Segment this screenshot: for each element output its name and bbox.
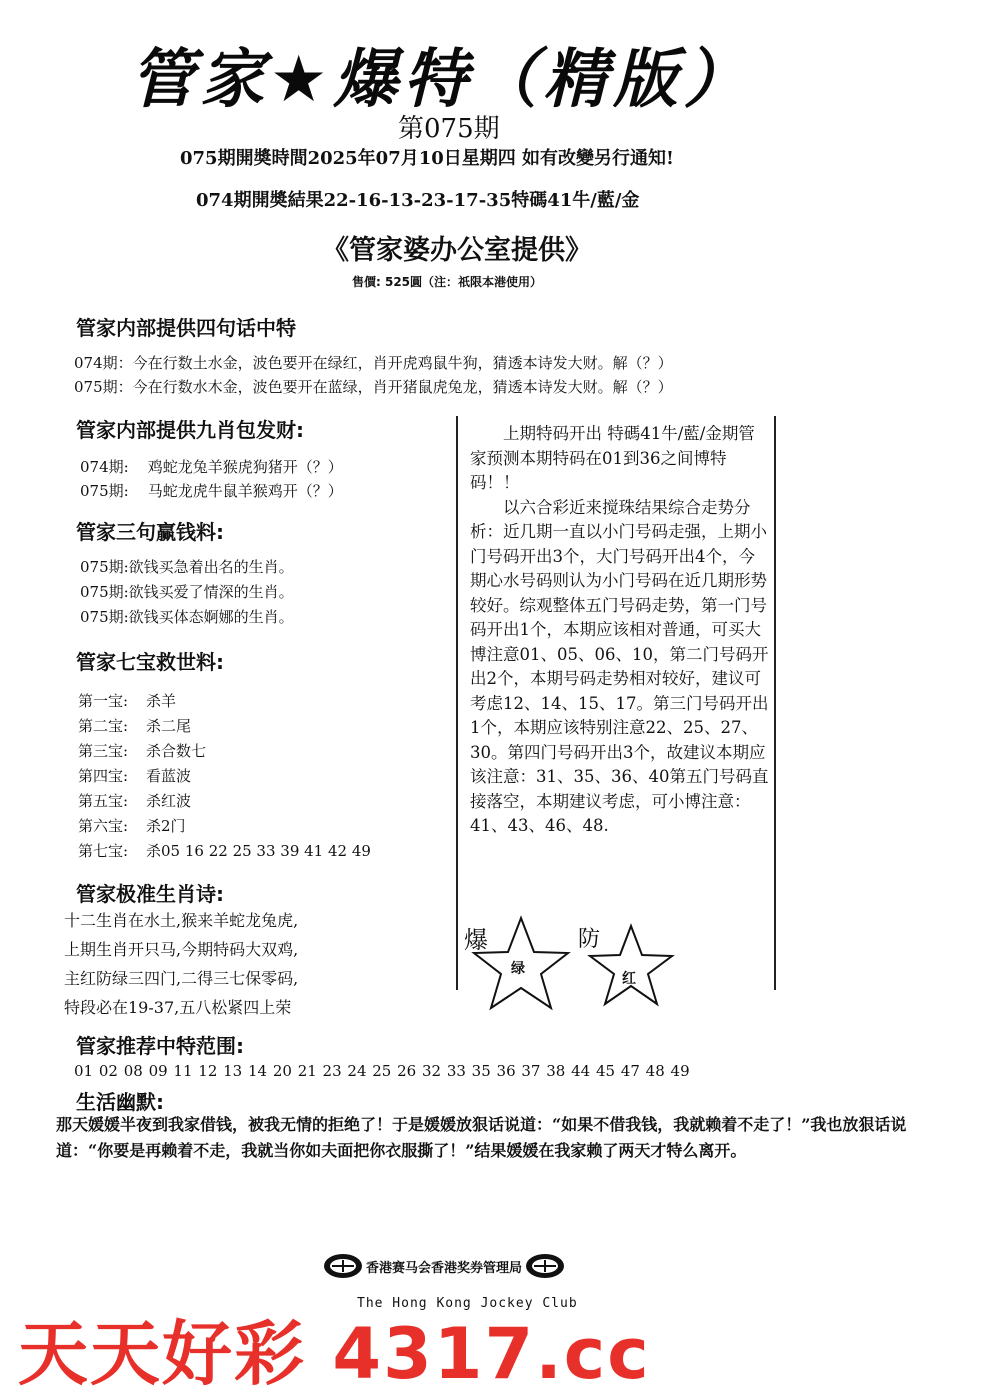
draw-time-notice: 075期開奬時間2025年07月10日星期四 如有改變另行通知! <box>180 148 674 169</box>
guard-label: 防 <box>578 927 601 952</box>
price-note: 售價: 525圓（注：祇限本港使用） <box>352 275 543 289</box>
nine-zodiac-075: 075期: 马蛇龙虎牛鼠羊猴鸡开（？） <box>80 482 343 500</box>
seven-treasures-heading: 管家七宝救世料: <box>76 650 224 674</box>
treasure-value: 杀羊 <box>146 692 177 710</box>
treasure-label: 第一宝: <box>78 692 129 710</box>
analysis-intro: 上期特码开出 特碼41牛/藍/金期管家预测本期特码在01到36之间博特码！！ <box>470 424 755 492</box>
star-hints <box>456 910 776 1020</box>
treasure-value: 看蓝波 <box>146 767 192 785</box>
hkjc-left-logo-icon <box>322 1252 364 1280</box>
treasure-label: 第七宝: <box>78 842 129 860</box>
range-heading: 管家推荐中特范围: <box>76 1034 244 1058</box>
guard-star-icon <box>590 926 672 1004</box>
nine-zodiac-074: 074期: 鸡蛇龙兔羊猴虎狗猪开（？） <box>80 458 343 476</box>
poem-line: 上期生肖开只马,今期特码大双鸡, <box>64 940 299 959</box>
treasure-label: 第六宝: <box>78 817 129 835</box>
treasure-label: 第五宝: <box>78 792 129 810</box>
poem-line: 特段必在19-37,五八松紧四上荣 <box>64 998 292 1017</box>
nine-zodiac-heading: 管家内部提供九肖包发财: <box>76 418 304 442</box>
poem-line: 十二生肖在水土,猴来羊蛇龙兔虎, <box>64 911 299 930</box>
hkjc-name-en: The Hong Kong Jockey Club <box>357 1296 578 1311</box>
treasure-label: 第三宝: <box>78 742 129 760</box>
humor-text: 那天媛媛半夜到我家借钱，被我无情的拒绝了！于是媛媛放狠话说道：“如果不借我钱，我就赖着不走了！”我也放狠话说道：“你要是再赖着不走，我就当你如夫面把你衣服撕了！”结果媛媛在我家赖了两天才特么离开。 <box>56 1115 907 1160</box>
treasure-label: 第四宝: <box>78 767 129 785</box>
main-title: 管家★爆特（精版） <box>130 43 754 117</box>
poem-heading: 管家极准生肖诗: <box>76 882 224 906</box>
site-watermark: 天天好彩 4317.cc <box>18 1313 651 1388</box>
guard-color: 红 <box>622 971 636 987</box>
treasure-value: 杀红波 <box>146 792 192 810</box>
treasure-value: 杀合数七 <box>146 742 207 760</box>
four-lines-074: 074期：今在行数土水金，波色要开在绿红，肖开虎鸡鼠牛狗，猜透本诗发大财。解（？） <box>74 354 673 372</box>
analysis-box <box>456 416 776 990</box>
hkjc-right-logo-icon <box>524 1252 566 1280</box>
treasure-value: 杀二尾 <box>146 717 192 735</box>
issue-number: 第075期 <box>398 114 500 144</box>
analysis-body: 以六合彩近来搅珠结果综合走势分析：近几期一直以小门号码走强，上期小门号码开出3个，大门号码开出4个，今期心水号码则认为小门号码在近几期形势较好。综观整体五门号码走势，第一门号码开出1个，本期应该相对普通，可买大博注意01、05、06、10，第二门号码开出2个，本期号码走势相对较好，建议可考虑12、14、15、17。第三门号码开出1个，本期应该特别注意22、25、27、30。第四门号码开出3个，故建议本期应该注意：31、35、36、40第五门号码直接落空，本期建议考虑，可小博注意：41、43、46、48. <box>470 497 769 835</box>
three-lines-item: 075期:欲钱买爱了情深的生肖。 <box>80 583 294 601</box>
boom-color: 绿 <box>511 961 525 977</box>
four-lines-075: 075期：今在行数水木金，波色要开在蓝绿，肖开猪鼠虎兔龙，猜透本诗发大财。解（？） <box>74 378 673 396</box>
humor-heading: 生活幽默: <box>76 1090 164 1114</box>
star-graphic <box>456 910 776 1020</box>
hkjc-logo-row <box>322 1252 566 1280</box>
poem-line: 主红防绿三四门,二得三七保零码, <box>64 969 299 988</box>
treasure-label: 第二宝: <box>78 717 129 735</box>
treasure-value: 杀05 16 22 25 33 39 41 42 49 <box>146 842 371 860</box>
three-lines-item: 075期:欲钱买急着出名的生肖。 <box>80 558 294 576</box>
last-draw-result: 074期開奬結果22-16-13-23-17-35特碼41牛/藍/金 <box>196 190 640 211</box>
four-lines-heading: 管家内部提供四句话中特 <box>76 316 296 340</box>
hkjc-name-cn: 香港赛马会香港奖券管理局 <box>366 1260 523 1276</box>
provider-title: 《管家婆办公室提供》 <box>322 235 592 266</box>
boom-label: 爆 <box>464 926 488 954</box>
three-lines-item: 075期:欲钱买体态婀娜的生肖。 <box>80 608 294 626</box>
range-numbers: 01 02 08 09 11 12 13 14 20 21 23 24 25 26 32 33 35 36 37 38 44 45 47 48 49 <box>74 1062 690 1080</box>
treasure-value: 杀2门 <box>146 817 186 835</box>
three-lines-heading: 管家三句赢钱料: <box>76 520 224 544</box>
